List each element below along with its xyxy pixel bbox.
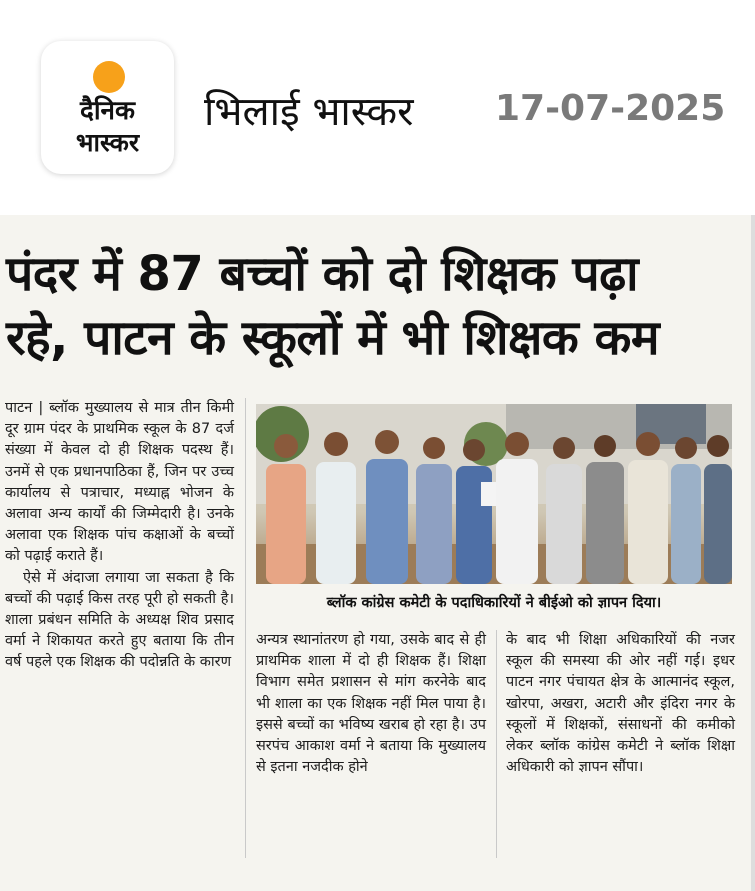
edition-title: भिलाई भास्कर <box>204 89 414 135</box>
article-column-1 <box>5 398 234 674</box>
headline-line2: रहे, पाटन के स्कूलों में भी शिक्षक कम <box>6 310 660 366</box>
article-paragraph-4: के बाद भी शिक्षा अधिकारियों की नजर स्कूल की समस्या की ओर नहीं गई। इधर पाटन नगर पंचायत क्षेत्र के आत्मानंद स्कूल, खोरपा, अखरा, अटारी और इंदिरा नगर के स्कूलों में शिक्षकों, संसाधनों की कमीको लेकर ब्लॉक कांग्रेस कमेटी ने ब्लॉक शिक्षा अधिकारी को ज्ञापन सौंपा। <box>506 632 735 776</box>
article-paragraph-2: ऐसे में अंदाजा लगाया जा सकता है कि बच्चों की पढ़ाई किस तरह पूरी हो सकती है। शाला प्रबंधन समिति के अध्यक्ष शिव प्रसाद वर्मा ने शिकायत करते हुए बताया कि तीन वर्ष पहले एक शिक्षक की पदोन्नति के कारण <box>5 569 234 671</box>
article-column-3 <box>506 630 735 778</box>
photo-caption: ब्लॉक कांग्रेस कमेटी के पदाधिकारियों ने बीईओ को ज्ञापन दिया। <box>326 595 662 611</box>
sun-icon <box>93 61 125 93</box>
headline-line1: पंदर में 87 बच्चों को दो शिक्षक पढ़ा <box>6 246 639 302</box>
article-paragraph-1: पाटन | ब्लॉक मुख्यालय से मात्र तीन किमी दूर ग्राम पंदर के प्राथमिक स्कूल के 87 दर्ज संख्या में केवल दो ही शिक्षक पदस्थ हैं। उनमें से एक प्रधानपाठिका हैं, जिन पर उच्च कार्यालय से पत्राचार, मध्याह्न भोजन के अलावा अन्य कार्यों की जिम्मेदारी है। उनके अलावा एक शिक्षक पांच कक्षाओं के बच्चों को पढ़ाई कराते हैं। <box>5 400 234 565</box>
logo-line1: दैनिक <box>80 96 135 126</box>
article-column-2 <box>256 630 486 778</box>
edition-date: 17-07-2025 <box>495 88 726 129</box>
column-divider <box>496 630 497 858</box>
app-header <box>0 0 755 215</box>
article-paragraph-3: अन्यत्र स्थानांतरण हो गया, उसके बाद से ही प्राथमिक शाला में दो ही शिक्षक हैं। शिक्षा विभाग समेत प्रशासन से मांग करनेके बाद भी शाला का एक शिक्षक नहीं मिल पाया है। इससे बच्चों का भविष्य खराब हो रहा है। उप सरपंच आकाश वर्मा ने बताया कि मुख्यालय से इतना नजदीक होने <box>256 632 486 776</box>
column-divider <box>245 398 246 858</box>
group-photo-illustration <box>256 404 732 584</box>
news-photo <box>256 404 732 584</box>
logo-line2: भास्कर <box>75 128 140 157</box>
dainik-bhaskar-logo[interactable] <box>41 41 174 174</box>
clipping-edge <box>751 215 755 891</box>
